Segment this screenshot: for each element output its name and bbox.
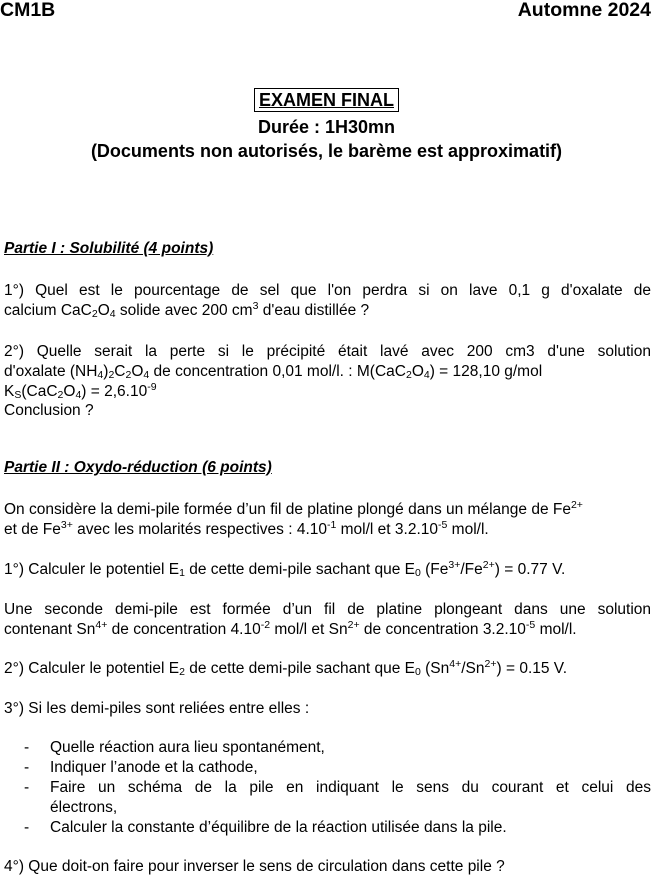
part2-q3: 3°) Si les demi-piles sont reliées entre elles : — [4, 700, 310, 717]
list-bullet: - — [24, 819, 30, 836]
exam-title-block — [0, 88, 653, 112]
part1-q1-line1: 1°) Quel est le pourcentage de sel que l'on perdra si on lave 0,1 g d'oxalate de — [4, 282, 651, 299]
list-item: Calculer la constante d’équilibre de la réaction utilisée dans la pile. — [50, 819, 507, 836]
list-bullet: - — [24, 739, 30, 756]
exam-note: (Documents non autorisés, le barème est approximatif) — [90, 141, 563, 161]
exam-session: Automne 2024 — [517, 0, 651, 21]
part1-q2-line3: $K_S(CaC_2O_4) = 2,6.10^{-9}$ — [4, 381, 157, 401]
part2-intro-line2: et de $Fe^{3+}$ avec les molarités respectives : $4.10^{-1}$ mol/l et $3.2.10^{-5}$ mol/l. — [4, 519, 489, 538]
part1-q2-line1: 2°) Quelle serait la perte si le précipité était lavé avec 200 cm3 d'une solution — [4, 343, 651, 360]
part1-q1-line2: calcium $CaC_2O_4$ solide avec 200 $cm^3$ d'eau distillée ? — [4, 300, 370, 320]
part2-intro-line1: On considère la demi-pile formée d’un fil de platine plongé dans un mélange de $Fe^{2+}$ — [4, 499, 583, 518]
part1-conclusion: Conclusion ? — [4, 402, 94, 419]
exam-title: EXAMEN FINAL — [254, 88, 399, 112]
part2-heading: Partie II : Oxydo-réduction (6 points) — [4, 459, 272, 476]
part2-q1: 1°) Calculer le potentiel $E_1$ de cette demi-pile sachant que $E_0$ $(Fe^{3+}/Fe^{2+}) = 0.77$ V. — [4, 559, 566, 579]
part2-second-line1: Une seconde demi-pile est formée d’un fil de platine plongeant dans une solution — [4, 601, 651, 618]
part2-q4: 4°) Que doit-on faire pour inverser le sens de circulation dans cette pile ? — [4, 858, 505, 875]
list-item: Quelle réaction aura lieu spontanément, — [50, 739, 325, 756]
course-code: CM1B — [0, 0, 56, 21]
list-bullet: - — [24, 779, 30, 796]
list-item-continuation: électrons, — [50, 799, 118, 816]
list-item: Indiquer l’anode et la cathode, — [50, 759, 258, 776]
list-bullet: - — [24, 759, 30, 776]
part1-heading: Partie I : Solubilité (4 points) — [4, 240, 214, 257]
exam-duration: Durée : 1H30mn — [257, 117, 396, 137]
part2-q2: 2°) Calculer le potentiel $E_2$ de cette demi-pile sachant que $E_0$ $(Sn^{4+}/Sn^{2+}) = 0.15$ V. — [4, 658, 568, 678]
part2-second-line2: contenant $Sn^{4+}$ de concentration $4.10^{-2}$ mol/l et $Sn^{2+}$ de concentration $3.2.10^{-5}$ mol/l. — [4, 619, 577, 638]
list-item: Faire un schéma de la pile en indiquant le sens du courant et celui des — [50, 779, 651, 796]
part1-q2-line2: d'oxalate $(NH_4)_2C_2O_4$ de concentration 0,01 mol/l. : $M(CaC_2O_4) = 128,10$ g/mol — [4, 363, 543, 381]
